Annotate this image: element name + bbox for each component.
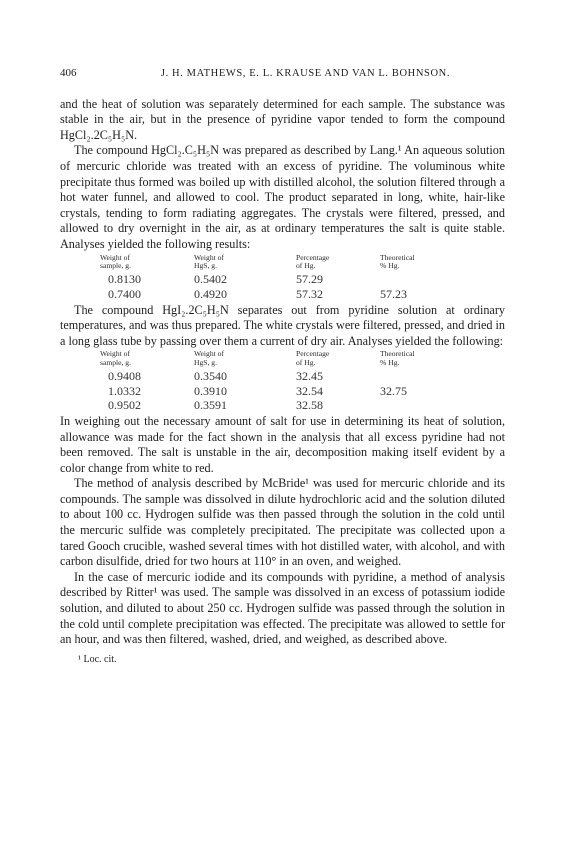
- table-cell: 0.9408: [108, 369, 141, 384]
- table-cell: 32.54: [296, 383, 323, 398]
- running-title: J. H. MATHEWS, E. L. KRAUSE AND VAN L. BOHNSON.: [160, 68, 451, 79]
- column-header: Weight of: [100, 252, 130, 262]
- paragraph-4: In weighing out the necessary amount of salt for use in determining its heat of solution, allowance was made for the fact shown in the analysis that all excess pyridine had not been removed. The salt is unstable in the air, decomposition making itself evident by a color change from white to red.: [60, 413, 505, 475]
- table-cell: [380, 369, 460, 384]
- paragraph-6: In the case of mercuric iodide and its compounds with pyridine, a method of analysis described by Ritter¹ was used. The sample was dissolved in an excess of potassium iodide solution, and diluted to about 250 cc. Hydrogen sulfide was passed through the solution in the cold until complete precipitation was effected. The precipitate was allowed to settle for an hour, and was then filtered, washed, dried, and weighed, as described above.: [60, 569, 505, 647]
- table-header: [60, 350, 505, 367]
- table-cell: 0.3910: [194, 383, 227, 398]
- table-header: [60, 254, 505, 271]
- table-row: [60, 384, 505, 399]
- column-header: Weight of: [194, 252, 224, 262]
- column-header: Weight of: [100, 349, 130, 359]
- table-cell: 57.23: [380, 286, 407, 301]
- table-row: [60, 398, 505, 413]
- paragraph-1: and the heat of solution was separately determined for each sample. The substance was stable in the air, but in the presence of pyridine vapor tended to form the compound HgCl₂.2C₅H₅N.: [60, 96, 505, 142]
- column-header: sample, g.: [100, 260, 132, 270]
- column-header: HgS, g.: [194, 357, 217, 367]
- column-header: Theoretical: [380, 252, 415, 262]
- table-cell: 0.5402: [194, 272, 227, 287]
- column-header: % Hg.: [380, 357, 400, 367]
- table-row: [60, 369, 505, 384]
- table-row: [60, 287, 505, 302]
- analysis-table-1: [60, 254, 505, 302]
- table-cell: 32.75: [380, 383, 407, 398]
- column-header: % Hg.: [380, 260, 400, 270]
- table-cell: 32.45: [296, 369, 323, 384]
- table-cell: 0.8130: [108, 272, 141, 287]
- column-header: of Hg.: [296, 260, 316, 270]
- analysis-table-2: [60, 350, 505, 413]
- table-cell: 0.4920: [194, 286, 227, 301]
- paragraph-2: The compound HgCl₂.C₅H₅N was prepared as described by Lang.¹ An aqueous solution of mercuric chloride was treated with an excess of pyridine. The voluminous white precipitate thus formed was boiled up with distilled alcohol, the solution filtered through a hot water funnel, and allowed to cool. The product separated in long, white, hair-like crystals, tending to form radiating aggregates. The crystals were filtered, pressed, and allowed to dry overnight in the air, as at ordinary temperatures the salt is quite stable. Analyses yielded the following results:: [60, 143, 505, 251]
- table-cell: 57.32: [296, 286, 323, 301]
- table-row: [60, 272, 505, 287]
- column-header: of Hg.: [296, 357, 316, 367]
- table-cell: 0.3540: [194, 369, 227, 384]
- page-number: 406: [60, 67, 77, 79]
- column-header: Weight of: [194, 349, 224, 359]
- table-cell: 1.0332: [108, 383, 141, 398]
- column-header: Percentage: [296, 349, 330, 359]
- column-header: Percentage: [296, 252, 330, 262]
- table-cell: [380, 398, 460, 413]
- running-header: [60, 66, 505, 82]
- column-header: Theoretical: [380, 349, 415, 359]
- footnote: ¹ Loc. cit.: [78, 653, 117, 665]
- paragraph-3: The compound HgI₂.2C₅H₅N separates out from pyridine solution at ordinary temperatures, and was thus prepared. The white crystals were filtered, pressed, and dried in a long glass tube by passing over them a current of dry air. Analyses yielded the following:: [60, 302, 505, 348]
- table-cell: 57.29: [296, 272, 323, 287]
- paragraph-5: The method of analysis described by McBride¹ was used for mercuric chloride and its compounds. The sample was dissolved in dilute hydrochloric acid and the solution diluted to about 100 cc. Hydrogen sulfide was then passed through the solution in the cold until the mercuric sulfide was completely precipitated. The precipitate was collected upon a tared Gooch crucible, washed several times with hot distilled water, with alcohol, and with carbon disulfide, dried for two hours at 110° in an oven, and weighed.: [60, 476, 505, 569]
- table-cell: 0.7400: [108, 286, 141, 301]
- table-cell: 0.9502: [108, 398, 141, 413]
- table-cell: 32.58: [296, 398, 323, 413]
- column-header: HgS, g.: [194, 260, 217, 270]
- column-header: sample, g.: [100, 357, 132, 367]
- table-cell: 0.3591: [194, 398, 227, 413]
- table-cell: [380, 272, 460, 287]
